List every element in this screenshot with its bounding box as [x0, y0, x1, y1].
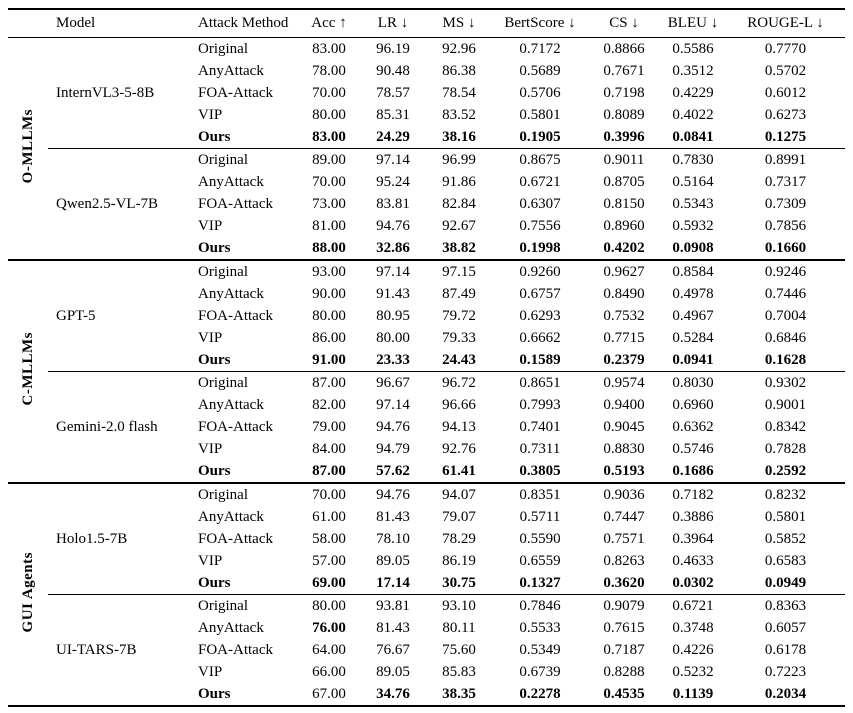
metric-value: 0.8351: [492, 483, 588, 506]
metric-value: 93.81: [360, 595, 426, 618]
attack-method: Original: [190, 483, 298, 506]
metric-value: 0.7309: [764, 195, 807, 212]
header-row: [8, 9, 845, 38]
metric-value: 0.9302: [726, 372, 845, 395]
metric-value: 0.5232: [672, 663, 714, 680]
metric-value: 0.2592: [764, 462, 807, 479]
metric-value: 0.4229: [672, 84, 714, 101]
metric-value: 87.49: [442, 285, 476, 302]
metric-value: 89.00: [298, 149, 360, 172]
metric-value: 70.00: [298, 483, 360, 506]
metric-value: 0.1686: [672, 462, 714, 479]
metric-value: 0.1905: [519, 128, 561, 145]
metric-value: 0.7401: [519, 418, 561, 435]
attack-method: AnyAttack: [198, 619, 264, 636]
metric-value: 0.5533: [519, 619, 561, 636]
metric-value: 92.96: [442, 40, 476, 57]
attack-method: Original: [198, 40, 248, 57]
metric-value: 78.54: [442, 84, 476, 101]
table-row: [8, 595, 845, 618]
metric-value: 0.8584: [660, 260, 726, 283]
metric-value: 0.6721: [660, 595, 726, 618]
metric-value: 0.0302: [672, 574, 714, 591]
metric-value: 83.81: [376, 195, 410, 212]
metric-value: 0.5706: [519, 84, 561, 101]
metric-value: 0.5932: [672, 217, 714, 234]
metric-value: 78.10: [376, 530, 410, 547]
metric-value: 69.00: [312, 574, 346, 591]
metric-value: 78.29: [442, 530, 476, 547]
metric-value: 0.0908: [672, 239, 714, 256]
metric-value: 0.5164: [672, 173, 714, 190]
group-label: C-MLLMs: [19, 332, 36, 406]
metric-value: 0.4022: [672, 106, 714, 123]
metric-value: 38.16: [442, 128, 476, 145]
metric-value: 90.48: [376, 62, 410, 79]
metric-value: 93.10: [426, 595, 492, 618]
table-row: [8, 149, 845, 172]
column-header-attack-method: Attack Method: [190, 9, 298, 38]
metric-value: 0.9036: [588, 483, 660, 506]
metric-value: 32.86: [376, 239, 410, 256]
metric-value: 83.52: [442, 106, 476, 123]
metric-value: 82.84: [442, 195, 476, 212]
metric-value: 38.82: [442, 239, 476, 256]
metric-value: 84.00: [312, 440, 346, 457]
metric-value: 80.00: [376, 329, 410, 346]
metric-value: 0.7615: [603, 619, 645, 636]
metric-value: 83.00: [312, 40, 346, 57]
metric-value: 0.2278: [519, 685, 561, 702]
metric-value: 0.9246: [726, 260, 845, 283]
metric-value: 0.1628: [764, 351, 807, 368]
metric-value: 0.7770: [764, 40, 807, 57]
metric-value: 24.43: [442, 351, 476, 368]
metric-value: 0.8675: [492, 149, 588, 172]
column-header-acc: Acc ↑: [298, 9, 360, 38]
metric-value: 0.4633: [672, 552, 714, 569]
metric-value: 57.00: [312, 552, 346, 569]
table-body: [8, 38, 845, 707]
metric-value: 79.72: [442, 307, 476, 324]
attack-method: Ours: [198, 685, 231, 702]
column-header-model: Model: [48, 9, 190, 38]
metric-value: 86.38: [442, 62, 476, 79]
model-name: Qwen2.5-VL-7B: [48, 149, 190, 261]
metric-value: 82.00: [312, 396, 346, 413]
attack-method: VIP: [198, 329, 223, 346]
metric-value: 0.6583: [764, 552, 807, 569]
metric-value: 0.8150: [603, 195, 645, 212]
metric-value: 57.62: [376, 462, 410, 479]
metric-value: 0.7446: [764, 285, 807, 302]
metric-value: 0.9045: [603, 418, 645, 435]
metric-value: 0.3512: [672, 62, 714, 79]
attack-method: Original: [190, 260, 298, 283]
table-row: [8, 483, 845, 506]
metric-value: 0.4202: [603, 239, 645, 256]
metric-value: 0.6739: [519, 663, 561, 680]
metric-value: 90.00: [312, 285, 346, 302]
group-cell: [8, 483, 48, 706]
metric-value: 80.95: [376, 307, 410, 324]
metric-value: 0.3748: [672, 619, 714, 636]
metric-value: 0.3805: [519, 462, 561, 479]
metric-value: 0.4535: [603, 685, 645, 702]
metric-value: 97.14: [360, 260, 426, 283]
metric-value: 0.7447: [603, 508, 645, 525]
metric-value: 0.8363: [726, 595, 845, 618]
column-header-rouge-l: ROUGE-L ↓: [726, 9, 845, 38]
attack-method: AnyAttack: [198, 508, 264, 525]
metric-value: 0.7198: [603, 84, 645, 101]
metric-value: 0.2034: [764, 685, 807, 702]
group-cell: [8, 260, 48, 483]
metric-value: 0.6960: [672, 396, 714, 413]
metric-value: 0.1589: [519, 351, 561, 368]
metric-value: 79.33: [442, 329, 476, 346]
metric-value: 70.00: [312, 173, 346, 190]
metric-value: 96.99: [426, 149, 492, 172]
metric-value: 76.00: [312, 619, 346, 636]
metric-value: 97.14: [376, 396, 410, 413]
column-header-cs: CS ↓: [588, 9, 660, 38]
attack-method: FOA-Attack: [198, 641, 273, 658]
metric-value: 0.5801: [764, 508, 807, 525]
metric-value: 64.00: [312, 641, 346, 658]
model-name: UI-TARS-7B: [48, 595, 190, 707]
metric-value: 30.75: [442, 574, 476, 591]
metric-value: 0.7846: [492, 595, 588, 618]
metric-value: 91.86: [442, 173, 476, 190]
metric-value: 0.8342: [764, 418, 807, 435]
metric-value: 0.5349: [519, 641, 561, 658]
metric-value: 0.6721: [519, 173, 561, 190]
metric-value: 23.33: [376, 351, 410, 368]
attack-method: AnyAttack: [198, 396, 264, 413]
metric-value: 0.6846: [764, 329, 807, 346]
attack-method: Ours: [198, 128, 231, 145]
attack-method: VIP: [198, 440, 223, 457]
metric-value: 0.8705: [603, 173, 645, 190]
metric-value: 0.6362: [672, 418, 714, 435]
model-name: Holo1.5-7B: [48, 483, 190, 595]
metric-value: 95.24: [376, 173, 410, 190]
metric-value: 0.7715: [603, 329, 645, 346]
metric-value: 97.15: [426, 260, 492, 283]
metric-value: 94.76: [360, 483, 426, 506]
attack-method: Ours: [198, 239, 231, 256]
attack-method: Ours: [198, 574, 231, 591]
attack-method: FOA-Attack: [198, 195, 273, 212]
metric-value: 80.11: [442, 619, 476, 636]
metric-value: 0.2379: [603, 351, 645, 368]
attack-method: AnyAttack: [198, 285, 264, 302]
metric-value: 0.7004: [764, 307, 807, 324]
metric-value: 66.00: [312, 663, 346, 680]
metric-value: 0.8263: [603, 552, 645, 569]
metric-value: 92.67: [442, 217, 476, 234]
metric-value: 0.5590: [519, 530, 561, 547]
group-cell: [8, 38, 48, 261]
metric-value: 0.8030: [660, 372, 726, 395]
metric-value: 81.00: [312, 217, 346, 234]
metric-value: 94.76: [376, 418, 410, 435]
metric-value: 0.8288: [603, 663, 645, 680]
metric-value: 0.7671: [603, 62, 645, 79]
table-row: [8, 260, 845, 283]
metric-value: 92.76: [442, 440, 476, 457]
metric-value: 0.5193: [603, 462, 645, 479]
metric-value: 0.7828: [764, 440, 807, 457]
metric-value: 0.9260: [492, 260, 588, 283]
metric-value: 0.8830: [603, 440, 645, 457]
metric-value: 0.8490: [603, 285, 645, 302]
metric-value: 0.7856: [764, 217, 807, 234]
metric-value: 0.8960: [603, 217, 645, 234]
metric-value: 0.5746: [672, 440, 714, 457]
metric-value: 75.60: [442, 641, 476, 658]
metric-value: 97.14: [360, 149, 426, 172]
metric-value: 0.7187: [603, 641, 645, 658]
metric-value: 0.9574: [588, 372, 660, 395]
table-row: [8, 38, 845, 61]
group-label: GUI Agents: [19, 551, 36, 633]
metric-value: 0.5689: [519, 62, 561, 79]
metric-value: 96.19: [376, 40, 410, 57]
column-header-lr: LR ↓: [360, 9, 426, 38]
metric-value: 0.5852: [764, 530, 807, 547]
metric-value: 88.00: [312, 239, 346, 256]
attack-method: Original: [190, 595, 298, 618]
metric-value: 0.5702: [764, 62, 807, 79]
metric-value: 80.00: [312, 307, 346, 324]
metric-value: 0.9011: [588, 149, 660, 172]
metric-value: 0.7317: [764, 173, 807, 190]
metric-value: 24.29: [376, 128, 410, 145]
metric-value: 0.7830: [660, 149, 726, 172]
metric-value: 0.5343: [672, 195, 714, 212]
metric-value: 0.3620: [603, 574, 645, 591]
metric-value: 0.3886: [672, 508, 714, 525]
metric-value: 93.00: [298, 260, 360, 283]
attack-method: FOA-Attack: [198, 307, 273, 324]
attack-method: Ours: [198, 462, 231, 479]
metric-value: 0.1998: [519, 239, 561, 256]
metric-value: 89.05: [376, 552, 410, 569]
metric-value: 0.8866: [603, 40, 645, 57]
metric-value: 73.00: [312, 195, 346, 212]
metric-value: 0.7993: [519, 396, 561, 413]
metric-value: 0.8089: [603, 106, 645, 123]
metric-value: 0.9400: [603, 396, 645, 413]
group-label: O-MLLMs: [19, 108, 36, 184]
column-header-bertscore: BertScore ↓: [492, 9, 588, 38]
model-name: InternVL3-5-8B: [56, 84, 155, 101]
metric-value: 0.5586: [672, 40, 714, 57]
model-name: GPT-5: [48, 260, 190, 372]
attack-method: Ours: [198, 351, 231, 368]
metric-value: 0.6057: [764, 619, 807, 636]
metric-value: 0.3996: [603, 128, 645, 145]
table-header: [8, 9, 845, 38]
metric-value: 0.1139: [672, 685, 714, 702]
metric-value: 96.67: [360, 372, 426, 395]
metric-value: 85.83: [442, 663, 476, 680]
metric-value: 80.00: [312, 106, 346, 123]
metric-value: 0.6273: [764, 106, 807, 123]
attack-method: AnyAttack: [198, 173, 264, 190]
metric-value: 78.00: [312, 62, 346, 79]
metric-value: 58.00: [312, 530, 346, 547]
metric-value: 0.1327: [519, 574, 561, 591]
attack-method: FOA-Attack: [198, 418, 273, 435]
metric-value: 0.6178: [764, 641, 807, 658]
metric-value: 0.5801: [519, 106, 561, 123]
metric-value: 0.9627: [588, 260, 660, 283]
corner-cell: [8, 9, 48, 38]
metric-value: 87.00: [312, 462, 346, 479]
metric-value: 0.8232: [726, 483, 845, 506]
attack-method: FOA-Attack: [198, 84, 273, 101]
metric-value: 76.67: [376, 641, 410, 658]
metric-value: 0.6307: [519, 195, 561, 212]
metric-value: 96.72: [426, 372, 492, 395]
metric-value: 96.66: [442, 396, 476, 413]
metric-value: 67.00: [312, 685, 346, 702]
metric-value: 0.0941: [672, 351, 714, 368]
metric-value: 94.07: [426, 483, 492, 506]
metric-value: 0.9079: [588, 595, 660, 618]
metric-value: 0.1660: [764, 239, 807, 256]
metric-value: 94.76: [376, 217, 410, 234]
metric-value: 86.00: [312, 329, 346, 346]
attack-method: AnyAttack: [198, 62, 264, 79]
model-name: Gemini-2.0 flash: [48, 372, 190, 484]
column-header-ms: MS ↓: [426, 9, 492, 38]
metric-value: 0.0949: [764, 574, 807, 591]
column-header-bleu: BLEU ↓: [660, 9, 726, 38]
metric-value: 81.43: [376, 619, 410, 636]
metric-value: 94.79: [376, 440, 410, 457]
metric-value: 0.5284: [672, 329, 714, 346]
metric-value: 0.8991: [726, 149, 845, 172]
metric-value: 0.7556: [519, 217, 561, 234]
attack-method: VIP: [198, 552, 223, 569]
metric-value: 0.7532: [603, 307, 645, 324]
metric-value: 0.3964: [672, 530, 714, 547]
metric-value: 0.4226: [672, 641, 714, 658]
metric-value: 86.19: [442, 552, 476, 569]
metric-value: 79.07: [442, 508, 476, 525]
attack-method: FOA-Attack: [198, 530, 273, 547]
metric-value: 0.0841: [672, 128, 714, 145]
metric-value: 0.6757: [519, 285, 561, 302]
metric-value: 81.43: [376, 508, 410, 525]
metric-value: 34.76: [376, 685, 410, 702]
metric-value: 83.00: [312, 128, 346, 145]
results-table-container: [8, 8, 845, 707]
metric-value: 0.4967: [672, 307, 714, 324]
metric-value: 0.8651: [492, 372, 588, 395]
metric-value: 80.00: [298, 595, 360, 618]
metric-value: 38.35: [442, 685, 476, 702]
metric-value: 0.7223: [764, 663, 807, 680]
metric-value: 0.6012: [764, 84, 807, 101]
metric-value: 61.41: [442, 462, 476, 479]
attack-method: Original: [190, 372, 298, 395]
results-table: [8, 8, 845, 707]
metric-value: 78.57: [376, 84, 410, 101]
metric-value: 0.6662: [519, 329, 561, 346]
metric-value: 87.00: [298, 372, 360, 395]
metric-value: 61.00: [312, 508, 346, 525]
attack-method: VIP: [198, 106, 223, 123]
metric-value: 91.00: [312, 351, 346, 368]
metric-value: 89.05: [376, 663, 410, 680]
metric-value: 0.5711: [519, 508, 561, 525]
metric-value: 0.6559: [519, 552, 561, 569]
metric-value: 0.1275: [764, 128, 807, 145]
metric-value: 85.31: [376, 106, 410, 123]
metric-value: 0.7172: [519, 40, 561, 57]
metric-value: 0.6293: [519, 307, 561, 324]
attack-method: VIP: [198, 663, 223, 680]
attack-method: Original: [190, 149, 298, 172]
metric-value: 0.7571: [603, 530, 645, 547]
attack-method: VIP: [198, 217, 223, 234]
metric-value: 0.4978: [672, 285, 714, 302]
metric-value: 0.7311: [519, 440, 561, 457]
metric-value: 17.14: [376, 574, 410, 591]
metric-value: 0.7182: [660, 483, 726, 506]
metric-value: 79.00: [312, 418, 346, 435]
metric-value: 94.13: [442, 418, 476, 435]
metric-value: 70.00: [312, 84, 346, 101]
metric-value: 0.9001: [764, 396, 807, 413]
table-row: [8, 372, 845, 395]
metric-value: 91.43: [376, 285, 410, 302]
